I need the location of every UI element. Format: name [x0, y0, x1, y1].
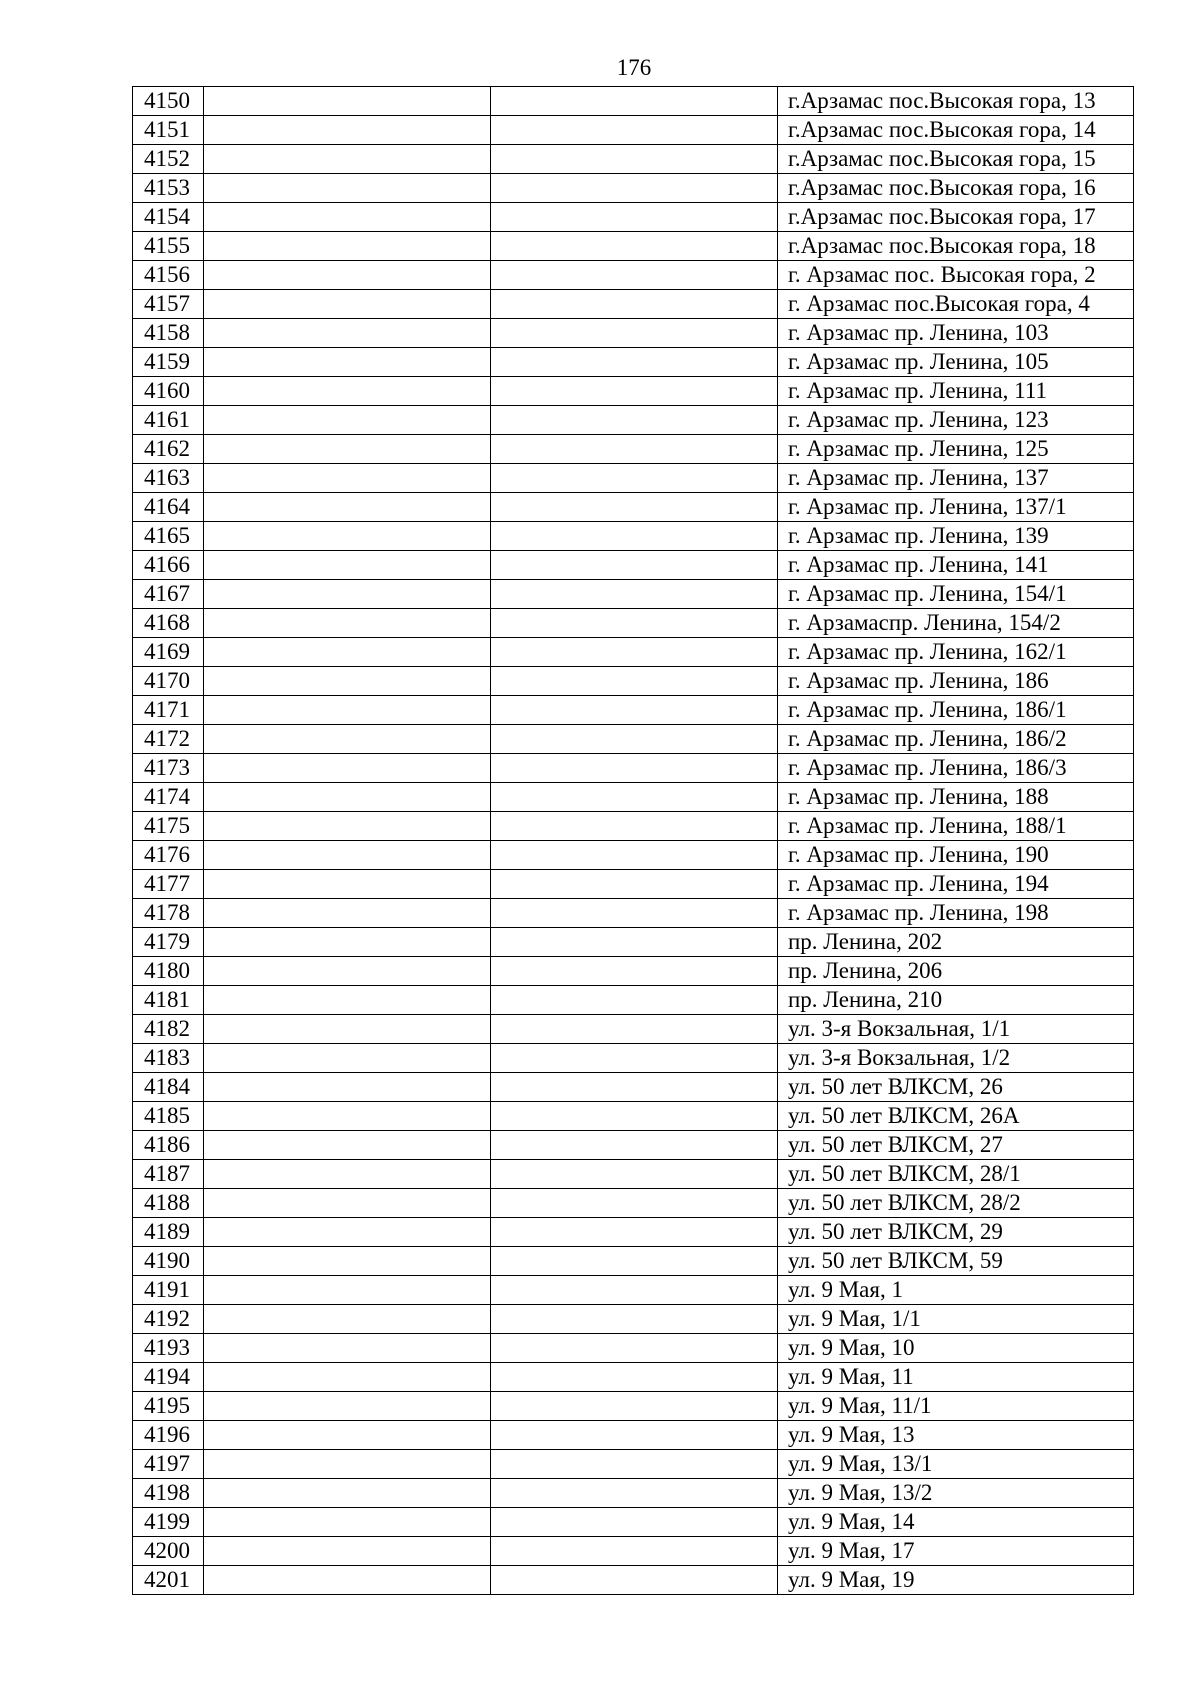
empty-cell [204, 1015, 491, 1044]
table-row [133, 116, 1134, 145]
empty-cell [204, 754, 491, 783]
empty-cell [491, 1479, 778, 1508]
table-row [133, 1102, 1134, 1131]
table-row [133, 1537, 1134, 1566]
empty-cell [491, 957, 778, 986]
address-cell: г. Арзамас пр. Ленина, 186/3 [778, 754, 1134, 783]
table-row [133, 1073, 1134, 1102]
empty-cell [204, 203, 491, 232]
row-number-cell: 4183 [133, 1044, 204, 1073]
empty-cell [491, 348, 778, 377]
table-row [133, 1131, 1134, 1160]
table-row [133, 580, 1134, 609]
empty-cell [491, 87, 778, 116]
row-number-cell: 4184 [133, 1073, 204, 1102]
empty-cell [491, 464, 778, 493]
address-cell: г.Арзамас пос.Высокая гора, 14 [778, 116, 1134, 145]
row-number-cell: 4167 [133, 580, 204, 609]
empty-cell [491, 319, 778, 348]
address-cell: г. Арзамас пр. Ленина, 103 [778, 319, 1134, 348]
address-cell: г. Арзамас пр. Ленина, 111 [778, 377, 1134, 406]
empty-cell [204, 1073, 491, 1102]
address-cell: ул. 50 лет ВЛКСМ, 28/1 [778, 1160, 1134, 1189]
empty-cell [491, 493, 778, 522]
address-table-body [133, 87, 1134, 1595]
address-cell: ул. 50 лет ВЛКСМ, 29 [778, 1218, 1134, 1247]
empty-cell [491, 232, 778, 261]
row-number-cell: 4157 [133, 290, 204, 319]
table-row [133, 522, 1134, 551]
address-cell: г. Арзамас пр. Ленина, 188 [778, 783, 1134, 812]
empty-cell [204, 435, 491, 464]
empty-cell [204, 116, 491, 145]
table-row [133, 319, 1134, 348]
row-number-cell: 4193 [133, 1334, 204, 1363]
address-cell: ул. 50 лет ВЛКСМ, 27 [778, 1131, 1134, 1160]
table-row [133, 1160, 1134, 1189]
empty-cell [204, 1276, 491, 1305]
row-number-cell: 4173 [133, 754, 204, 783]
empty-cell [204, 1421, 491, 1450]
empty-cell [491, 783, 778, 812]
row-number-cell: 4164 [133, 493, 204, 522]
table-row [133, 551, 1134, 580]
address-cell: ул. 9 Мая, 10 [778, 1334, 1134, 1363]
empty-cell [204, 667, 491, 696]
address-cell: пр. Ленина, 202 [778, 928, 1134, 957]
empty-cell [204, 1537, 491, 1566]
address-cell: ул. 9 Мая, 1 [778, 1276, 1134, 1305]
address-cell: г. Арзамас пр. Ленина, 125 [778, 435, 1134, 464]
address-cell: ул. 9 Мая, 13 [778, 1421, 1134, 1450]
address-cell: г. Арзамас пос.Высокая гора, 4 [778, 290, 1134, 319]
empty-cell [491, 1160, 778, 1189]
empty-cell [204, 406, 491, 435]
row-number-cell: 4150 [133, 87, 204, 116]
empty-cell [491, 1537, 778, 1566]
address-cell: ул. 50 лет ВЛКСМ, 26 [778, 1073, 1134, 1102]
address-cell: ул. 9 Мая, 1/1 [778, 1305, 1134, 1334]
table-row [133, 1189, 1134, 1218]
address-cell: г.Арзамас пос.Высокая гора, 16 [778, 174, 1134, 203]
table-row [133, 638, 1134, 667]
row-number-cell: 4182 [133, 1015, 204, 1044]
row-number-cell: 4174 [133, 783, 204, 812]
empty-cell [491, 1247, 778, 1276]
empty-cell [204, 348, 491, 377]
row-number-cell: 4195 [133, 1392, 204, 1421]
address-cell: г.Арзамас пос.Высокая гора, 18 [778, 232, 1134, 261]
table-row [133, 435, 1134, 464]
empty-cell [491, 1450, 778, 1479]
table-row [133, 725, 1134, 754]
empty-cell [491, 841, 778, 870]
empty-cell [204, 145, 491, 174]
table-row [133, 783, 1134, 812]
empty-cell [491, 1566, 778, 1595]
empty-cell [204, 725, 491, 754]
address-cell: г. Арзамаспр. Ленина, 154/2 [778, 609, 1134, 638]
address-cell: ул. 9 Мая, 17 [778, 1537, 1134, 1566]
empty-cell [204, 1218, 491, 1247]
table-row [133, 1363, 1134, 1392]
table-row [133, 667, 1134, 696]
row-number-cell: 4187 [133, 1160, 204, 1189]
address-cell: г. Арзамас пр. Ленина, 154/1 [778, 580, 1134, 609]
row-number-cell: 4154 [133, 203, 204, 232]
row-number-cell: 4152 [133, 145, 204, 174]
empty-cell [491, 725, 778, 754]
address-cell: г. Арзамас пр. Ленина, 186 [778, 667, 1134, 696]
row-number-cell: 4161 [133, 406, 204, 435]
empty-cell [491, 667, 778, 696]
empty-cell [204, 174, 491, 203]
row-number-cell: 4179 [133, 928, 204, 957]
address-cell: ул. 3-я Вокзальная, 1/2 [778, 1044, 1134, 1073]
empty-cell [204, 1305, 491, 1334]
row-number-cell: 4160 [133, 377, 204, 406]
table-row [133, 1450, 1134, 1479]
row-number-cell: 4197 [133, 1450, 204, 1479]
address-cell: г. Арзамас пр. Ленина, 186/2 [778, 725, 1134, 754]
empty-cell [204, 638, 491, 667]
table-row [133, 986, 1134, 1015]
address-cell: ул. 9 Мая, 19 [778, 1566, 1134, 1595]
empty-cell [491, 116, 778, 145]
address-cell: ул. 9 Мая, 11 [778, 1363, 1134, 1392]
address-cell: г.Арзамас пос.Высокая гора, 15 [778, 145, 1134, 174]
table-row [133, 87, 1134, 116]
row-number-cell: 4170 [133, 667, 204, 696]
table-row [133, 493, 1134, 522]
empty-cell [204, 551, 491, 580]
row-number-cell: 4153 [133, 174, 204, 203]
empty-cell [491, 1015, 778, 1044]
address-cell: г. Арзамас пр. Ленина, 137 [778, 464, 1134, 493]
empty-cell [491, 609, 778, 638]
empty-cell [491, 1189, 778, 1218]
table-row [133, 1218, 1134, 1247]
empty-cell [204, 261, 491, 290]
empty-cell [491, 754, 778, 783]
empty-cell [204, 928, 491, 957]
empty-cell [491, 377, 778, 406]
empty-cell [491, 1334, 778, 1363]
address-cell: ул. 50 лет ВЛКСМ, 26А [778, 1102, 1134, 1131]
address-cell: г. Арзамас пр. Ленина, 162/1 [778, 638, 1134, 667]
row-number-cell: 4166 [133, 551, 204, 580]
table-row [133, 1566, 1134, 1595]
table-row [133, 957, 1134, 986]
empty-cell [204, 290, 491, 319]
empty-cell [491, 696, 778, 725]
address-cell: г. Арзамас пр. Ленина, 123 [778, 406, 1134, 435]
address-cell: г.Арзамас пос.Высокая гора, 13 [778, 87, 1134, 116]
empty-cell [491, 406, 778, 435]
table-row [133, 1421, 1134, 1450]
row-number-cell: 4199 [133, 1508, 204, 1537]
row-number-cell: 4158 [133, 319, 204, 348]
empty-cell [491, 174, 778, 203]
row-number-cell: 4178 [133, 899, 204, 928]
empty-cell [491, 638, 778, 667]
row-number-cell: 4181 [133, 986, 204, 1015]
row-number-cell: 4191 [133, 1276, 204, 1305]
row-number-cell: 4159 [133, 348, 204, 377]
row-number-cell: 4169 [133, 638, 204, 667]
address-cell: ул. 3-я Вокзальная, 1/1 [778, 1015, 1134, 1044]
table-row [133, 928, 1134, 957]
table-row [133, 1044, 1134, 1073]
table-row [133, 290, 1134, 319]
empty-cell [204, 1450, 491, 1479]
page-number: 176 [616, 55, 652, 80]
empty-cell [491, 290, 778, 319]
address-cell: г. Арзамас пр. Ленина, 194 [778, 870, 1134, 899]
table-row [133, 377, 1134, 406]
table-row [133, 232, 1134, 261]
empty-cell [491, 580, 778, 609]
table-row [133, 1508, 1134, 1537]
empty-cell [204, 1566, 491, 1595]
table-row [133, 1305, 1134, 1334]
table-row [133, 841, 1134, 870]
empty-cell [491, 203, 778, 232]
row-number-cell: 4168 [133, 609, 204, 638]
table-row [133, 1479, 1134, 1508]
empty-cell [204, 1363, 491, 1392]
row-number-cell: 4196 [133, 1421, 204, 1450]
empty-cell [204, 1334, 491, 1363]
table-row [133, 1334, 1134, 1363]
empty-cell [491, 1508, 778, 1537]
empty-cell [204, 87, 491, 116]
empty-cell [491, 870, 778, 899]
address-cell: г. Арзамас пр. Ленина, 139 [778, 522, 1134, 551]
address-cell: ул. 9 Мая, 14 [778, 1508, 1134, 1537]
row-number-cell: 4175 [133, 812, 204, 841]
empty-cell [204, 1044, 491, 1073]
table-row [133, 145, 1134, 174]
address-cell: пр. Ленина, 206 [778, 957, 1134, 986]
table-row [133, 754, 1134, 783]
row-number-cell: 4180 [133, 957, 204, 986]
empty-cell [204, 870, 491, 899]
address-cell: г. Арзамас пр. Ленина, 141 [778, 551, 1134, 580]
row-number-cell: 4165 [133, 522, 204, 551]
address-cell: г. Арзамас пр. Ленина, 137/1 [778, 493, 1134, 522]
address-cell: пр. Ленина, 210 [778, 986, 1134, 1015]
table-row [133, 1015, 1134, 1044]
empty-cell [204, 812, 491, 841]
row-number-cell: 4163 [133, 464, 204, 493]
empty-cell [204, 1247, 491, 1276]
empty-cell [204, 377, 491, 406]
empty-cell [204, 1508, 491, 1537]
row-number-cell: 4186 [133, 1131, 204, 1160]
empty-cell [204, 1102, 491, 1131]
row-number-cell: 4192 [133, 1305, 204, 1334]
empty-cell [491, 899, 778, 928]
row-number-cell: 4162 [133, 435, 204, 464]
table-row [133, 1276, 1134, 1305]
address-cell: г. Арзамас пр. Ленина, 186/1 [778, 696, 1134, 725]
empty-cell [491, 1073, 778, 1102]
table-row [133, 870, 1134, 899]
address-cell: ул. 9 Мая, 11/1 [778, 1392, 1134, 1421]
empty-cell [491, 261, 778, 290]
empty-cell [491, 1131, 778, 1160]
empty-cell [491, 1392, 778, 1421]
empty-cell [204, 1479, 491, 1508]
empty-cell [204, 493, 491, 522]
empty-cell [204, 609, 491, 638]
table-row [133, 348, 1134, 377]
empty-cell [204, 1189, 491, 1218]
empty-cell [491, 1044, 778, 1073]
empty-cell [204, 232, 491, 261]
empty-cell [204, 899, 491, 928]
empty-cell [204, 580, 491, 609]
row-number-cell: 4176 [133, 841, 204, 870]
empty-cell [491, 1363, 778, 1392]
empty-cell [491, 1276, 778, 1305]
row-number-cell: 4200 [133, 1537, 204, 1566]
address-cell: г. Арзамас пос. Высокая гора, 2 [778, 261, 1134, 290]
empty-cell [204, 1131, 491, 1160]
row-number-cell: 4185 [133, 1102, 204, 1131]
empty-cell [204, 986, 491, 1015]
table-row [133, 203, 1134, 232]
table-row [133, 812, 1134, 841]
address-table [132, 86, 1134, 1595]
address-cell: ул. 50 лет ВЛКСМ, 28/2 [778, 1189, 1134, 1218]
row-number-cell: 4189 [133, 1218, 204, 1247]
row-number-cell: 4177 [133, 870, 204, 899]
empty-cell [491, 1102, 778, 1131]
row-number-cell: 4172 [133, 725, 204, 754]
empty-cell [491, 145, 778, 174]
empty-cell [204, 522, 491, 551]
address-cell: г. Арзамас пр. Ленина, 190 [778, 841, 1134, 870]
row-number-cell: 4151 [133, 116, 204, 145]
empty-cell [204, 464, 491, 493]
empty-cell [204, 696, 491, 725]
table-row [133, 261, 1134, 290]
empty-cell [491, 1305, 778, 1334]
row-number-cell: 4171 [133, 696, 204, 725]
row-number-cell: 4190 [133, 1247, 204, 1276]
table-row [133, 899, 1134, 928]
empty-cell [491, 928, 778, 957]
table-row [133, 464, 1134, 493]
table-row [133, 696, 1134, 725]
table-row [133, 174, 1134, 203]
address-cell: г.Арзамас пос.Высокая гора, 17 [778, 203, 1134, 232]
table-row [133, 1392, 1134, 1421]
table-row [133, 609, 1134, 638]
row-number-cell: 4155 [133, 232, 204, 261]
table-row [133, 1247, 1134, 1276]
address-cell: г. Арзамас пр. Ленина, 188/1 [778, 812, 1134, 841]
address-cell: г. Арзамас пр. Ленина, 198 [778, 899, 1134, 928]
row-number-cell: 4188 [133, 1189, 204, 1218]
address-cell: г. Арзамас пр. Ленина, 105 [778, 348, 1134, 377]
empty-cell [204, 957, 491, 986]
empty-cell [491, 551, 778, 580]
empty-cell [491, 812, 778, 841]
empty-cell [491, 1218, 778, 1247]
empty-cell [204, 1392, 491, 1421]
row-number-cell: 4194 [133, 1363, 204, 1392]
row-number-cell: 4198 [133, 1479, 204, 1508]
empty-cell [491, 435, 778, 464]
address-cell: ул. 9 Мая, 13/1 [778, 1450, 1134, 1479]
empty-cell [491, 522, 778, 551]
row-number-cell: 4201 [133, 1566, 204, 1595]
table-row [133, 406, 1134, 435]
empty-cell [204, 783, 491, 812]
address-cell: ул. 9 Мая, 13/2 [778, 1479, 1134, 1508]
empty-cell [204, 841, 491, 870]
empty-cell [491, 1421, 778, 1450]
empty-cell [204, 1160, 491, 1189]
row-number-cell: 4156 [133, 261, 204, 290]
empty-cell [204, 319, 491, 348]
empty-cell [491, 986, 778, 1015]
address-cell: ул. 50 лет ВЛКСМ, 59 [778, 1247, 1134, 1276]
